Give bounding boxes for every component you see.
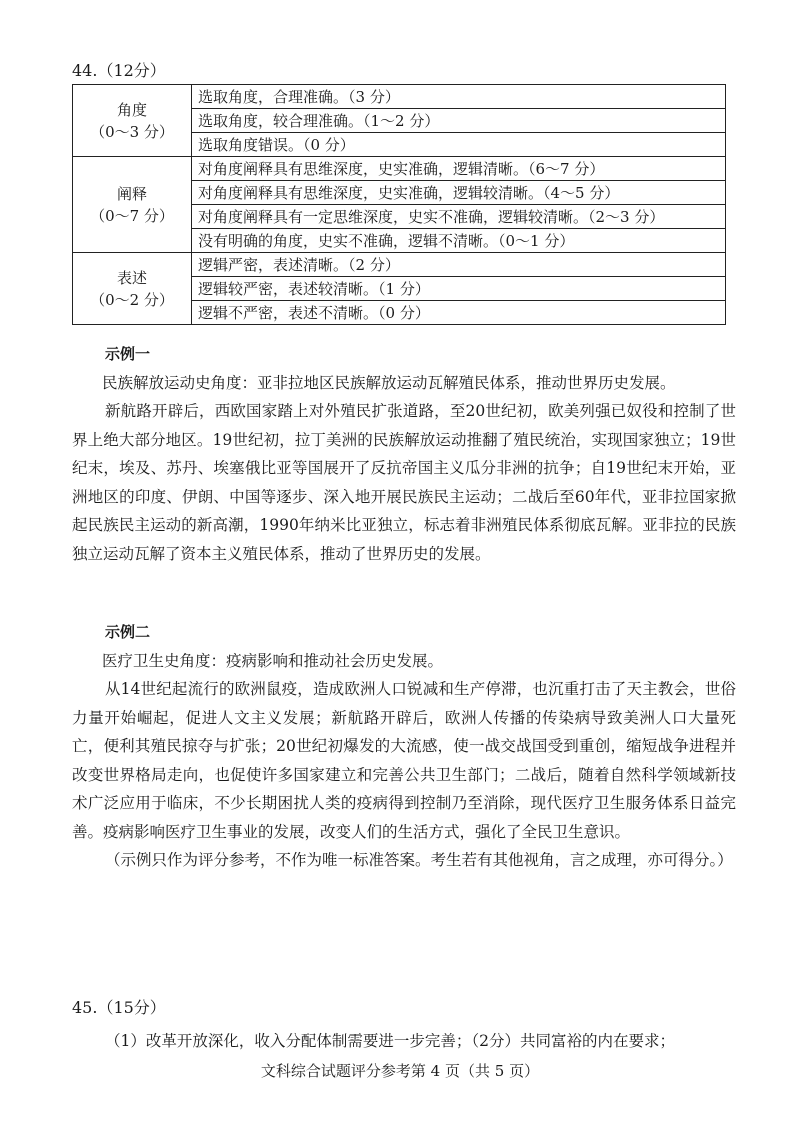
question-44-title: 44.（12分）	[72, 61, 166, 80]
rubric-criterion: 逻辑不严密，表述不清晰。（0 分）	[192, 301, 726, 325]
category-name: 角度	[116, 100, 147, 119]
rubric-criterion: 没有明确的角度，史实不准确，逻辑不清晰。（0～1 分）	[192, 229, 726, 253]
rubric-category-interpretation	[73, 157, 192, 253]
rubric-row	[73, 85, 726, 109]
scoring-rubric-table	[72, 84, 726, 325]
rubric-category-angle	[73, 85, 192, 157]
category-score-range: （0～2 分）	[90, 290, 174, 309]
example-one	[72, 340, 736, 568]
scoring-note: （示例只作为评分参考，不作为唯一标准答案。考生若有其他视角，言之成理，亦可得分。）	[105, 851, 733, 869]
page-footer: 文科综合试题评分参考第 4 页（共 5 页）	[260, 1062, 540, 1080]
question-45-title: 45.（15分）	[72, 998, 166, 1017]
rubric-criterion: 选取角度，较合理准确。（1～2 分）	[192, 109, 726, 133]
rubric-criterion: 逻辑严密，表述清晰。（2 分）	[192, 253, 726, 277]
example-one-heading: 示例一	[105, 345, 151, 363]
rubric-row	[73, 157, 726, 181]
category-name: 阐释	[116, 184, 147, 203]
category-name: 表述	[116, 268, 147, 287]
rubric-criterion: 选取角度错误。（0 分）	[192, 133, 726, 157]
example-one-body: 新航路开辟后，西欧国家踏上对外殖民扩张道路，至20世纪初，欧美列强已奴役和控制了世界上绝大部分地区。19世纪初，拉丁美洲的民族解放运动推翻了殖民统治，实现国家独立；19世纪末，埃及、苏丹、埃塞俄比亚等国展开了反抗帝国主义瓜分非洲的抗争；自19世纪末开始，亚洲地区的印度、伊朗、中国等逐步、深入地开展民族民主运动；二战后至60年代，亚非拉国家掀起民族民主运动的新高潮，1990年纳米比亚独立，标志着非洲殖民体系彻底瓦解。亚非拉的民族独立运动瓦解了资本主义殖民体系，推动了世界历史的发展。	[72, 402, 736, 563]
rubric-row	[73, 253, 726, 277]
rubric-criterion: 对角度阐释具有思维深度，史实准确，逻辑较清晰。（4～5 分）	[192, 181, 726, 205]
category-score-range: （0～7 分）	[90, 206, 174, 225]
category-score-range: （0～3 分）	[90, 122, 174, 141]
example-two-body: 从14世纪起流行的欧洲鼠疫，造成欧洲人口锐减和生产停滞，也沉重打击了天主教会，世俗力量开始崛起，促进人文主义发展；新航路开辟后，欧洲人传播的传染病导致美洲人口大量死亡，便利其殖民掠夺与扩张；20世纪初爆发的大流感，使一战交战国受到重创，缩短战争进程并改变世界格局走向，也促使许多国家建立和完善公共卫生部门；二战后，随着自然科学领域新技术广泛应用于临床，不少长期困扰人类的疫病得到控制乃至消除，现代医疗卫生服务体系日益完善。疫病影响医疗卫生事业的发展，改变人们的生活方式，强化了全民卫生意识。	[72, 680, 736, 841]
example-one-subtitle: 民族解放运动史角度：亚非拉地区民族解放运动瓦解殖民体系，推动世界历史发展。	[102, 373, 676, 392]
question-45-answer-line: （1）改革开放深化，收入分配体制需要进一步完善；（2分）共同富裕的内在要求；	[105, 1032, 675, 1050]
rubric-criterion: 逻辑较严密，表述较清晰。（1 分）	[192, 277, 726, 301]
example-two-heading: 示例二	[105, 623, 151, 641]
rubric-criterion: 选取角度，合理准确。（3 分）	[192, 85, 726, 109]
example-two	[72, 618, 736, 875]
rubric-criterion: 对角度阐释具有一定思维深度，史实不准确，逻辑较清晰。（2～3 分）	[192, 205, 726, 229]
rubric-category-expression	[73, 253, 192, 325]
example-two-subtitle: 医疗卫生史角度：疫病影响和推动社会历史发展。	[102, 651, 444, 670]
rubric-criterion: 对角度阐释具有思维深度，史实准确，逻辑清晰。（6～7 分）	[192, 157, 726, 181]
